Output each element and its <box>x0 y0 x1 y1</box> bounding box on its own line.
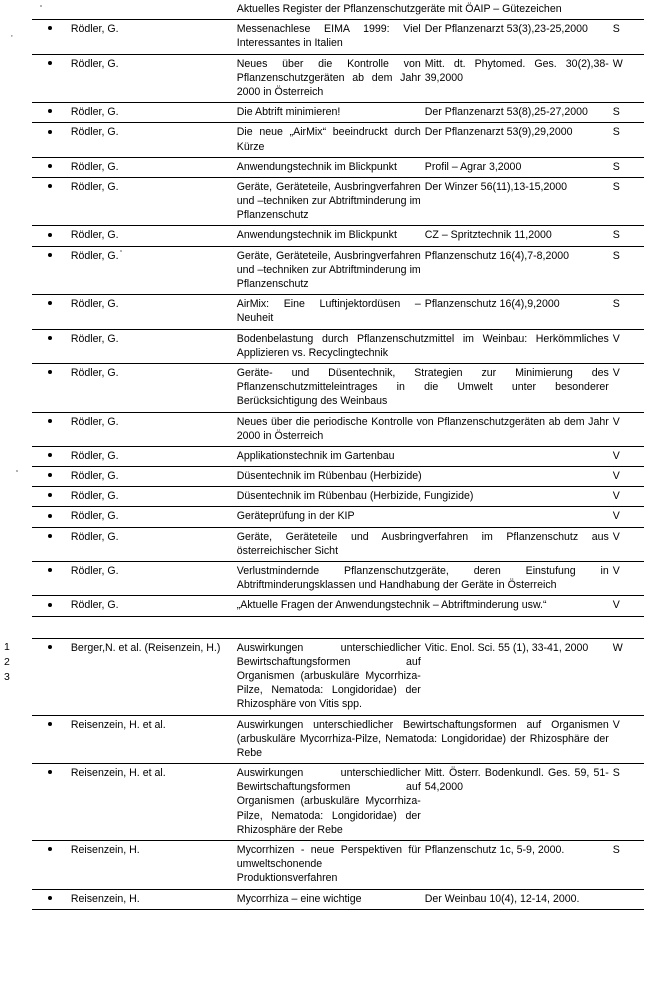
source-cell: Mitt. Österr. Bodenkundl. Ges. 59, 51-54,2000 <box>423 764 611 841</box>
author-cell: Rödler, G. <box>69 20 235 54</box>
bullet-icon <box>32 177 69 226</box>
source-cell: Der Winzer 56(11),13-15,2000 <box>423 177 611 226</box>
author-cell: Rödler, G. <box>69 177 235 226</box>
title-source-cell: Düsentechnik im Rübenbau (Herbizide) <box>235 467 611 487</box>
table-row <box>32 329 644 363</box>
title-source-cell: Auswirkungen unterschiedlicher Bewirtschaftungsformen auf Organismen (arbuskuläre Mycorrhiza-Pilze, Nematoda: Longidoridae) der Rhizosphäre der Rebe <box>235 715 611 764</box>
table-row <box>32 487 644 507</box>
bullet-cell <box>32 0 69 20</box>
code-cell: S <box>611 123 644 157</box>
author-cell: Rödler, G. <box>69 487 235 507</box>
code-cell: V <box>611 562 644 596</box>
author-cell <box>69 0 235 20</box>
author-cell: Rödler, G. <box>69 123 235 157</box>
source-cell: Der Pflanzenarzt 53(9),29,2000 <box>423 123 611 157</box>
bullet-icon <box>32 20 69 54</box>
bullet-icon <box>32 226 69 246</box>
table-row <box>32 0 644 20</box>
author-cell: Rödler, G. <box>69 446 235 466</box>
table-row <box>32 715 644 764</box>
title-cell: Mycorrhiza – eine wichtige <box>235 889 423 909</box>
author-cell: Reisenzein, H. <box>69 889 235 909</box>
table-row <box>32 764 644 841</box>
table-row <box>32 412 644 446</box>
title-source-cell: Verlustmindernde Pflanzenschutzgeräte, deren Einstufung in Abtriftminderungsklassen und Handhabung der Geräte in Österreich <box>235 562 611 596</box>
code-cell: S <box>611 226 644 246</box>
bullet-icon <box>32 446 69 466</box>
code-cell: S <box>611 295 644 329</box>
table-row <box>32 295 644 329</box>
code-cell: S <box>611 103 644 123</box>
source-cell: Pflanzenschutz 16(4),9,2000 <box>423 295 611 329</box>
table-row <box>32 889 644 909</box>
table-row <box>32 596 644 616</box>
author-cell: Rödler, G. <box>69 507 235 527</box>
author-cell: Rödler, G. <box>69 54 235 103</box>
table-row <box>32 638 644 715</box>
author-cell: Rödler, G. <box>69 226 235 246</box>
code-cell: W <box>611 638 644 715</box>
code-cell <box>611 0 644 20</box>
source-cell: Profil – Agrar 3,2000 <box>423 157 611 177</box>
title-source-cell: Applikationstechnik im Gartenbau <box>235 446 611 466</box>
code-cell: S <box>611 157 644 177</box>
source-cell: Pflanzenschutz 1c, 5-9, 2000. <box>423 841 611 890</box>
code-cell: V <box>611 715 644 764</box>
author-cell: Berger,N. et al. (Reisenzein, H.) <box>69 638 235 715</box>
bullet-icon <box>32 157 69 177</box>
table-row <box>32 507 644 527</box>
source-cell: Der Pflanzenarzt 53(3),23-25,2000 <box>423 20 611 54</box>
author-cell: Rödler, G. <box>69 329 235 363</box>
table-row <box>32 103 644 123</box>
title-cell: AirMix: Eine Luftinjektordüsen – Neuheit <box>235 295 423 329</box>
code-cell <box>611 889 644 909</box>
author-cell: Rödler, G. <box>69 562 235 596</box>
author-cell: Rödler, G. <box>69 157 235 177</box>
bullet-icon <box>32 467 69 487</box>
scan-artifact <box>120 250 122 252</box>
bullet-icon <box>32 841 69 890</box>
bullet-icon <box>32 412 69 446</box>
title-cell: Die Abtrift minimieren! <box>235 103 423 123</box>
line-number: 3 <box>4 671 10 684</box>
table-row <box>32 467 644 487</box>
bibliography-table <box>32 0 644 910</box>
code-cell: W <box>611 54 644 103</box>
code-cell: V <box>611 412 644 446</box>
line-number: 2 <box>4 656 10 669</box>
bullet-icon <box>32 329 69 363</box>
code-cell: V <box>611 507 644 527</box>
source-cell: Vitic. Enol. Sci. 55 (1), 33-41, 2000 <box>423 638 611 715</box>
title-cell: Geräte, Geräteteile, Ausbringverfahren und –techniken zur Abtriftminderung im Pflanzenschutz <box>235 246 423 295</box>
bullet-icon <box>32 123 69 157</box>
title-cell: Geräte, Geräteteile, Ausbringverfahren und –techniken zur Abtriftminderung im Pflanzenschutz <box>235 177 423 226</box>
title-source-cell: Geräte- und Düsentechnik, Strategien zur Minimierung des Pflanzenschutzmitteleintrages in die Umwelt unter besonderer Berücksichtigung des Weinbaus <box>235 363 611 412</box>
bullet-icon <box>32 295 69 329</box>
scan-artifact <box>40 5 42 7</box>
code-cell: S <box>611 764 644 841</box>
bullet-icon <box>32 889 69 909</box>
author-cell: Reisenzein, H. <box>69 841 235 890</box>
title-cell: Die neue „AirMix“ beeindruckt durch Kürze <box>235 123 423 157</box>
page-artifact-mark: · <box>10 30 14 42</box>
bullet-icon <box>32 246 69 295</box>
title-source-cell: Geräte, Geräteteile und Ausbringverfahren im Pflanzenschutz aus österreichischer Sicht <box>235 527 611 561</box>
title-cell: Aktuelles Register der Pflanzenschutzgeräte mit ÖAIP – Gütezeichen <box>236 3 562 15</box>
author-cell: Rödler, G. <box>69 412 235 446</box>
table-row <box>32 446 644 466</box>
title-cell: Auswirkungen unterschiedlicher Bewirtschaftungsformen auf Organismen (arbuskuläre Mycorrhiza-Pilze, Nematoda: Longidoridae) der Rhizosphäre der Rebe <box>235 764 423 841</box>
code-cell: V <box>611 487 644 507</box>
source-cell: Mitt. dt. Phytomed. Ges. 30(2),38-39,2000 <box>423 54 611 103</box>
source-cell: Der Weinbau 10(4), 12-14, 2000. <box>423 889 611 909</box>
table-row <box>32 123 644 157</box>
title-cell: Anwendungstechnik im Blickpunkt <box>235 226 423 246</box>
title-source-cell: Geräteprüfung in der KIP <box>235 507 611 527</box>
title-cell: Anwendungstechnik im Blickpunkt <box>235 157 423 177</box>
source-cell: CZ – Spritztechnik 11,2000 <box>423 226 611 246</box>
table-row <box>32 226 644 246</box>
code-cell: S <box>611 246 644 295</box>
bullet-icon <box>32 54 69 103</box>
code-cell: V <box>611 596 644 616</box>
table-row <box>32 54 644 103</box>
scan-artifact <box>16 470 18 472</box>
title-cell: Mycorrhizen - neue Perspektiven für umweltschonende Produktionsverfahren <box>235 841 423 890</box>
table-row <box>32 841 644 890</box>
code-cell: V <box>611 329 644 363</box>
code-cell: V <box>611 363 644 412</box>
bullet-icon <box>32 562 69 596</box>
code-cell: S <box>611 177 644 226</box>
table-row <box>32 363 644 412</box>
code-cell: S <box>611 20 644 54</box>
code-cell: V <box>611 446 644 466</box>
gap-cell <box>32 616 644 638</box>
bullet-icon <box>32 638 69 715</box>
line-number: 1 <box>4 641 10 653</box>
table-row <box>32 527 644 561</box>
bullet-icon <box>32 507 69 527</box>
bullet-icon <box>32 764 69 841</box>
bullet-icon <box>32 596 69 616</box>
title-source-cell: Bodenbelastung durch Pflanzenschutzmittel im Weinbau: Herkömmliches Applizieren vs. Recyclingtechnik <box>235 329 611 363</box>
author-cell: Reisenzein, H. et al. <box>69 764 235 841</box>
code-cell: S <box>611 841 644 890</box>
bullet-icon <box>32 715 69 764</box>
source-cell: Der Pflanzenarzt 53(8),25-27,2000 <box>423 103 611 123</box>
title-source-cell: Düsentechnik im Rübenbau (Herbizide, Fungizide) <box>235 487 611 507</box>
bullet-icon <box>32 527 69 561</box>
author-cell: Rödler, G. <box>69 363 235 412</box>
title-cell: Neues über die Kontrolle von Pflanzenschutzgeräten ab dem Jahr 2000 in Österreich <box>235 54 423 103</box>
code-cell: V <box>611 527 644 561</box>
bullet-icon <box>32 487 69 507</box>
author-cell: Rödler, G. <box>69 527 235 561</box>
table-row <box>32 562 644 596</box>
source-cell: Pflanzenschutz 16(4),7-8,2000 <box>423 246 611 295</box>
title-source-cell: Neues über die periodische Kontrolle von Pflanzenschutzgeräten ab dem Jahr 2000 in Österreich <box>235 412 611 446</box>
author-cell: Rödler, G. <box>69 295 235 329</box>
table-row <box>32 246 644 295</box>
table-row <box>32 20 644 54</box>
author-cell: Rödler, G. <box>69 467 235 487</box>
bullet-icon <box>32 363 69 412</box>
bullet-icon <box>32 103 69 123</box>
line-number-gutter <box>4 640 10 686</box>
table-row <box>32 157 644 177</box>
author-cell: Rödler, G. <box>69 246 235 295</box>
title-cell: Messenachlese EIMA 1999: Viel Interessantes in Italien <box>235 20 423 54</box>
code-cell: V <box>611 467 644 487</box>
author-cell: Reisenzein, H. et al. <box>69 715 235 764</box>
author-cell: Rödler, G. <box>69 103 235 123</box>
author-cell: Rödler, G. <box>69 596 235 616</box>
section-gap <box>32 616 644 638</box>
title-source-cell: „Aktuelle Fragen der Anwendungstechnik – Abtriftminderung usw.“ <box>235 596 611 616</box>
title-cell: Auswirkungen unterschiedlicher Bewirtschaftungsformen auf Organismen (arbuskuläre Mycorrhiza-Pilze, Nematoda: Longidoridae) der Rhizosphäre von Vitis spp. <box>235 638 423 715</box>
table-row <box>32 177 644 226</box>
